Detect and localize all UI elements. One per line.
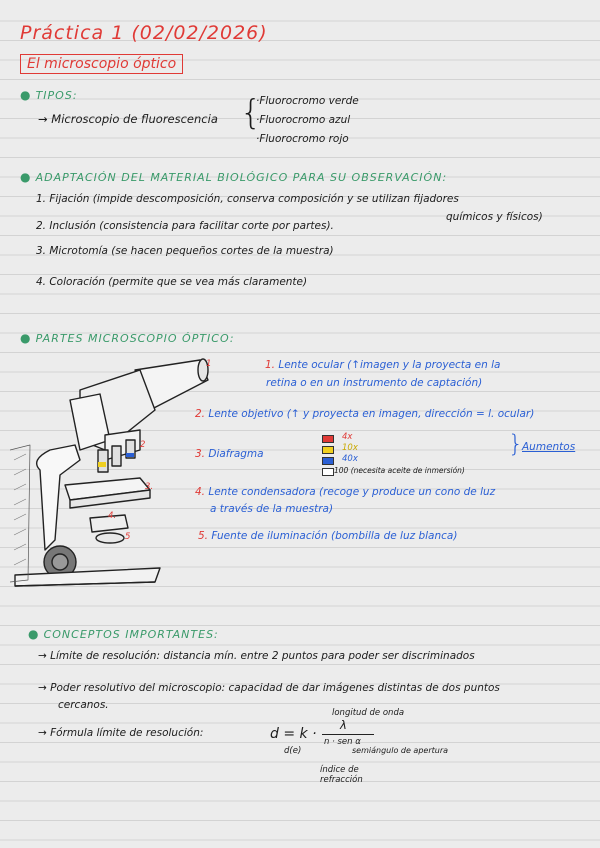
bullet-dot-icon: ●: [20, 331, 31, 345]
concepto-item: → Poder resolutivo del microscopio: capacidad de dar imágenes distintas de dos puntos: [38, 682, 500, 694]
section-heading: ADAPTACIÓN DEL MATERIAL BIOLÓGICO PARA SU OBSERVACIÓN:: [35, 171, 448, 184]
lens-label: 4x: [342, 432, 353, 442]
tipos-item: ·Fluorocromo azul: [256, 114, 351, 126]
formula-lhs: d = k ·: [270, 726, 317, 742]
lens-swatch: [322, 457, 334, 465]
part-item-1-cont: retina o en un instrumento de captación): [266, 377, 483, 389]
formula-label-n: índice de refracción: [320, 765, 363, 786]
part-item-2: 2. Lente objetivo (↑ y proyecta en imagen, dirección = l. ocular): [195, 408, 535, 420]
concepto-item: → Límite de resolución: distancia mín. entre 2 puntos para poder ser discriminados: [38, 650, 475, 662]
section-partes: [20, 327, 235, 346]
section-heading: TIPOS:: [35, 89, 78, 102]
section-conceptos: [28, 623, 219, 642]
aumentos-label: Aumentos: [522, 441, 576, 453]
lens-swatch: [322, 446, 334, 454]
bullet-dot-icon: ●: [28, 627, 39, 641]
diagram-number: 5: [125, 532, 131, 542]
concepto-item: → Fórmula límite de resolución:: [38, 727, 204, 739]
formula-denominator: n · sen α: [324, 737, 361, 747]
bullet-dot-icon: ●: [20, 88, 31, 102]
adaptacion-step: 1. Fijación (impide descomposición, conserva composición y se utilizan fijadores: [36, 193, 459, 205]
right-brace: }: [508, 430, 524, 458]
lens-label: 100 (necesita aceite de inmersión): [334, 466, 465, 475]
diagram-number: 4.: [108, 511, 117, 521]
lens-swatch: [322, 468, 334, 476]
bullet-dot-icon: ●: [20, 170, 31, 184]
microscope-illustration: [10, 350, 210, 590]
formula-numerator: λ: [340, 718, 347, 732]
concepto-item: cercanos.: [58, 699, 109, 711]
page-title: Práctica 1 (02/02/2026): [20, 22, 268, 44]
section-heading: PARTES MICROSCOPIO ÓPTICO:: [35, 332, 235, 345]
diagram-number: 2: [140, 440, 146, 450]
lens-label: 10x: [342, 443, 358, 453]
left-brace: {: [240, 93, 262, 133]
fraction-bar: [322, 734, 374, 735]
diagram-number: 3.: [145, 482, 154, 492]
diagram-number: 1: [206, 359, 212, 369]
section-heading: CONCEPTOS IMPORTANTES:: [43, 628, 219, 641]
tipos-item: ·Fluorocromo rojo: [256, 133, 349, 145]
part-item-4: 4. Lente condensadora (recoge y produce un cono de luz: [195, 486, 496, 498]
part-item-3: 3. Diafragma: [195, 448, 264, 460]
tipos-item: ·Fluorocromo verde: [256, 95, 359, 107]
page-subtitle: El microscopio óptico: [20, 54, 183, 74]
formula-label-lambda: longitud de onda: [332, 708, 405, 718]
adaptacion-step: 2. Inclusión (consistencia para facilitar corte por partes).: [36, 220, 334, 232]
adaptacion-step: 3. Microtomía (se hacen pequeños cortes de la muestra): [36, 245, 334, 257]
section-adaptacion: [20, 166, 447, 185]
part-item-1: 1. Lente ocular (↑imagen y la proyecta en la: [265, 359, 501, 371]
adaptacion-step: 4. Coloración (permite que se vea más claramente): [36, 276, 308, 288]
formula-label-alpha: semiángulo de apertura: [352, 746, 449, 755]
tipos-arrow-item: → Microscopio de fluorescencia: [38, 112, 218, 126]
section-tipos: [20, 84, 78, 103]
formula-label-d: d(e): [284, 746, 302, 756]
part-item-4-cont: a través de la muestra): [210, 503, 334, 515]
adaptacion-step: químicos y físicos): [446, 211, 543, 223]
part-item-5: 5. Fuente de iluminación (bombilla de luz blanca): [198, 530, 458, 542]
lens-swatch: [322, 435, 334, 443]
lens-label: 40x: [342, 454, 358, 464]
